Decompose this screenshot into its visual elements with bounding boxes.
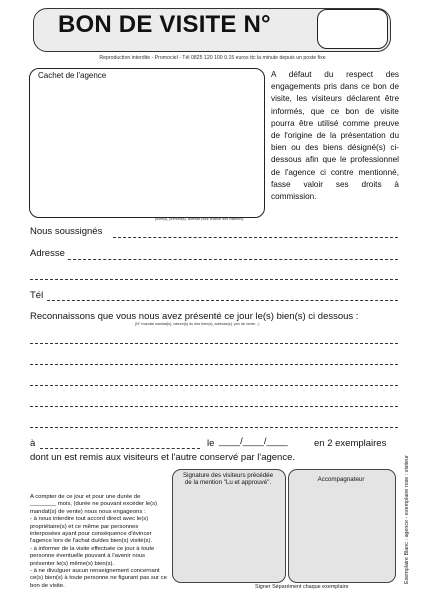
condition-item: - à nous interdire tout accord direct avec le(s) propriétaire(s) et ce même par personnes interposées ayant pour conséquence d'évincer l'agence lors de l'achat du/des bien(s) visité(s). [30,516,153,545]
sign-separately-note: Signer Séparément chaque exemplaire [255,584,349,590]
condition-item: - à informer de la visite effectuée ce jour à toute personne éventuelle pouvant à l'avenir nous présenter le(s) même(s) bien(s). [30,545,155,567]
condition-item: - à ne divulguer aucun renseignement concernant ce(s) bien(s) à toute personne ne figurant pas sur ce bon de visite. [30,568,167,589]
soussignes-label: Nous soussignés [30,226,103,237]
date-field[interactable]: ____/____/____ [219,436,288,447]
place-line[interactable] [40,448,200,449]
adresse-label: Adresse [30,248,65,259]
bien-line-1[interactable] [30,343,398,344]
soussignes-line[interactable] [113,237,398,238]
conditions-intro: A compter de ce jour et pour une durée de ________ mois, (durée ne pouvant excéder le(s) mandat(s) de vente) nous nous engageons : [30,494,158,515]
accompanying-agent-signature-box[interactable] [288,469,396,583]
reproduction-notice: Reproduction interdite - Promociel - Tél 0825 120 100 0.15 euros ttc la minute depuis un poste fixe [99,55,326,61]
agency-stamp-box[interactable] [29,68,265,218]
visitors-signature-label: Signature des visiteurs précédée de la mention "Lu et approuvé". [182,472,274,486]
tel-line[interactable] [47,300,398,301]
bien-line-4[interactable] [30,406,398,407]
notice-paragraph: A défaut du respect des engagements pris dans ce bon de visite, les visiteurs déclarent être informés, que ce bon de visite pourra être utilisé comme preuve de l'origine de la présentation du bien ou des biens désigné(s) ci-dessous afin que le professionnel de l'agence ci contre mentionné, fasse valoir ses droits à commission. [271,70,399,202]
tel-label: Tél [30,290,44,301]
visitors-signature-box[interactable] [172,469,286,583]
copy-distribution-note: Exemplaire Blanc : agence - exemplaire rose : visiteur [404,455,410,584]
reconnaissons-label: Reconnaissons que vous nous avez présenté ce jour le(s) bien(s) ci dessous : [30,311,359,322]
bien-line-5[interactable] [30,427,398,428]
voucher-number-field[interactable] [317,9,388,49]
accompanying-agent-label: Accompagnateur [317,476,365,483]
remis-label: dont un est remis aux visiteurs et l'autre conservé par l'agence. [30,452,296,463]
bien-line-2[interactable] [30,364,398,365]
agency-stamp-label: Cachet de l'agence [38,71,107,80]
bien-description-note: (N° mandat mandat(s), nature(s) du des bien(s), adresse(s), prix de vente...) [135,322,260,326]
a-label: à [30,438,36,449]
exemplaires-label: en 2 exemplaires [314,438,387,449]
adresse-line-2[interactable] [30,279,398,280]
adresse-line-1[interactable] [68,259,398,260]
conditions-block [30,494,168,590]
visitors-note: (nom(s), prénom(s), adresse pour chacun des visiteurs) [155,217,244,221]
le-label: le [207,438,215,449]
bien-line-3[interactable] [30,385,398,386]
document-title: BON DE VISITE N° [58,11,271,38]
